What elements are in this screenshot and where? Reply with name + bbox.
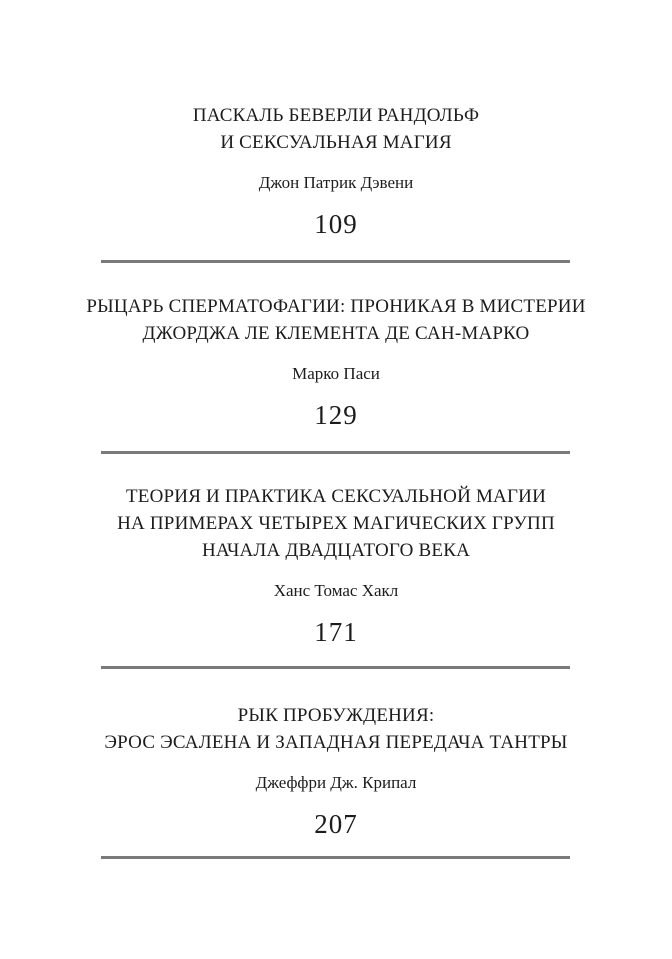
toc-entry-3	[0, 483, 672, 648]
entry-title-line: ДЖОРДЖА ЛЕ КЛЕМЕНТА ДЕ САН-МАРКО	[142, 323, 530, 344]
entry-page-number: 109	[314, 209, 358, 239]
entry-title-line: РЫК ПРОБУЖДЕНИЯ:	[237, 705, 435, 726]
entry-title-line: И СЕКСУАЛЬНАЯ МАГИЯ	[220, 132, 452, 153]
toc-entry-1	[0, 102, 672, 240]
entry-author: Джон Патрик Дэвени	[258, 173, 414, 192]
entry-author: Ханс Томас Хакл	[273, 581, 399, 600]
entry-title-line: НАЧАЛА ДВАДЦАТОГО ВЕКА	[201, 540, 470, 561]
entry-page-number: 129	[314, 400, 358, 430]
entry-page-number: 171	[314, 617, 358, 647]
entry-title-line: РЫЦАРЬ СПЕРМАТОФАГИИ: ПРОНИКАЯ В МИСТЕРИИ	[86, 296, 586, 317]
divider-rule	[101, 666, 570, 669]
entry-title-line: ТЕОРИЯ И ПРАКТИКА СЕКСУАЛЬНОЙ МАГИИ	[125, 486, 547, 507]
divider-rule	[101, 260, 570, 263]
entry-author: Джеффри Дж. Крипал	[255, 773, 417, 792]
divider-rule	[101, 451, 570, 454]
divider-rule	[101, 856, 570, 859]
toc-entry-2	[0, 293, 672, 431]
entry-author: Марко Паси	[292, 364, 380, 383]
entry-title-line: НА ПРИМЕРАХ ЧЕТЫРЕХ МАГИЧЕСКИХ ГРУПП	[117, 513, 555, 534]
toc-entry-4	[0, 702, 672, 840]
entry-title-line: ЭРОС ЭСАЛЕНА И ЗАПАДНАЯ ПЕРЕДАЧА ТАНТРЫ	[104, 732, 568, 753]
entry-page-number: 207	[314, 809, 358, 839]
entry-title-line: ПАСКАЛЬ БЕВЕРЛИ РАНДОЛЬФ	[192, 105, 480, 126]
